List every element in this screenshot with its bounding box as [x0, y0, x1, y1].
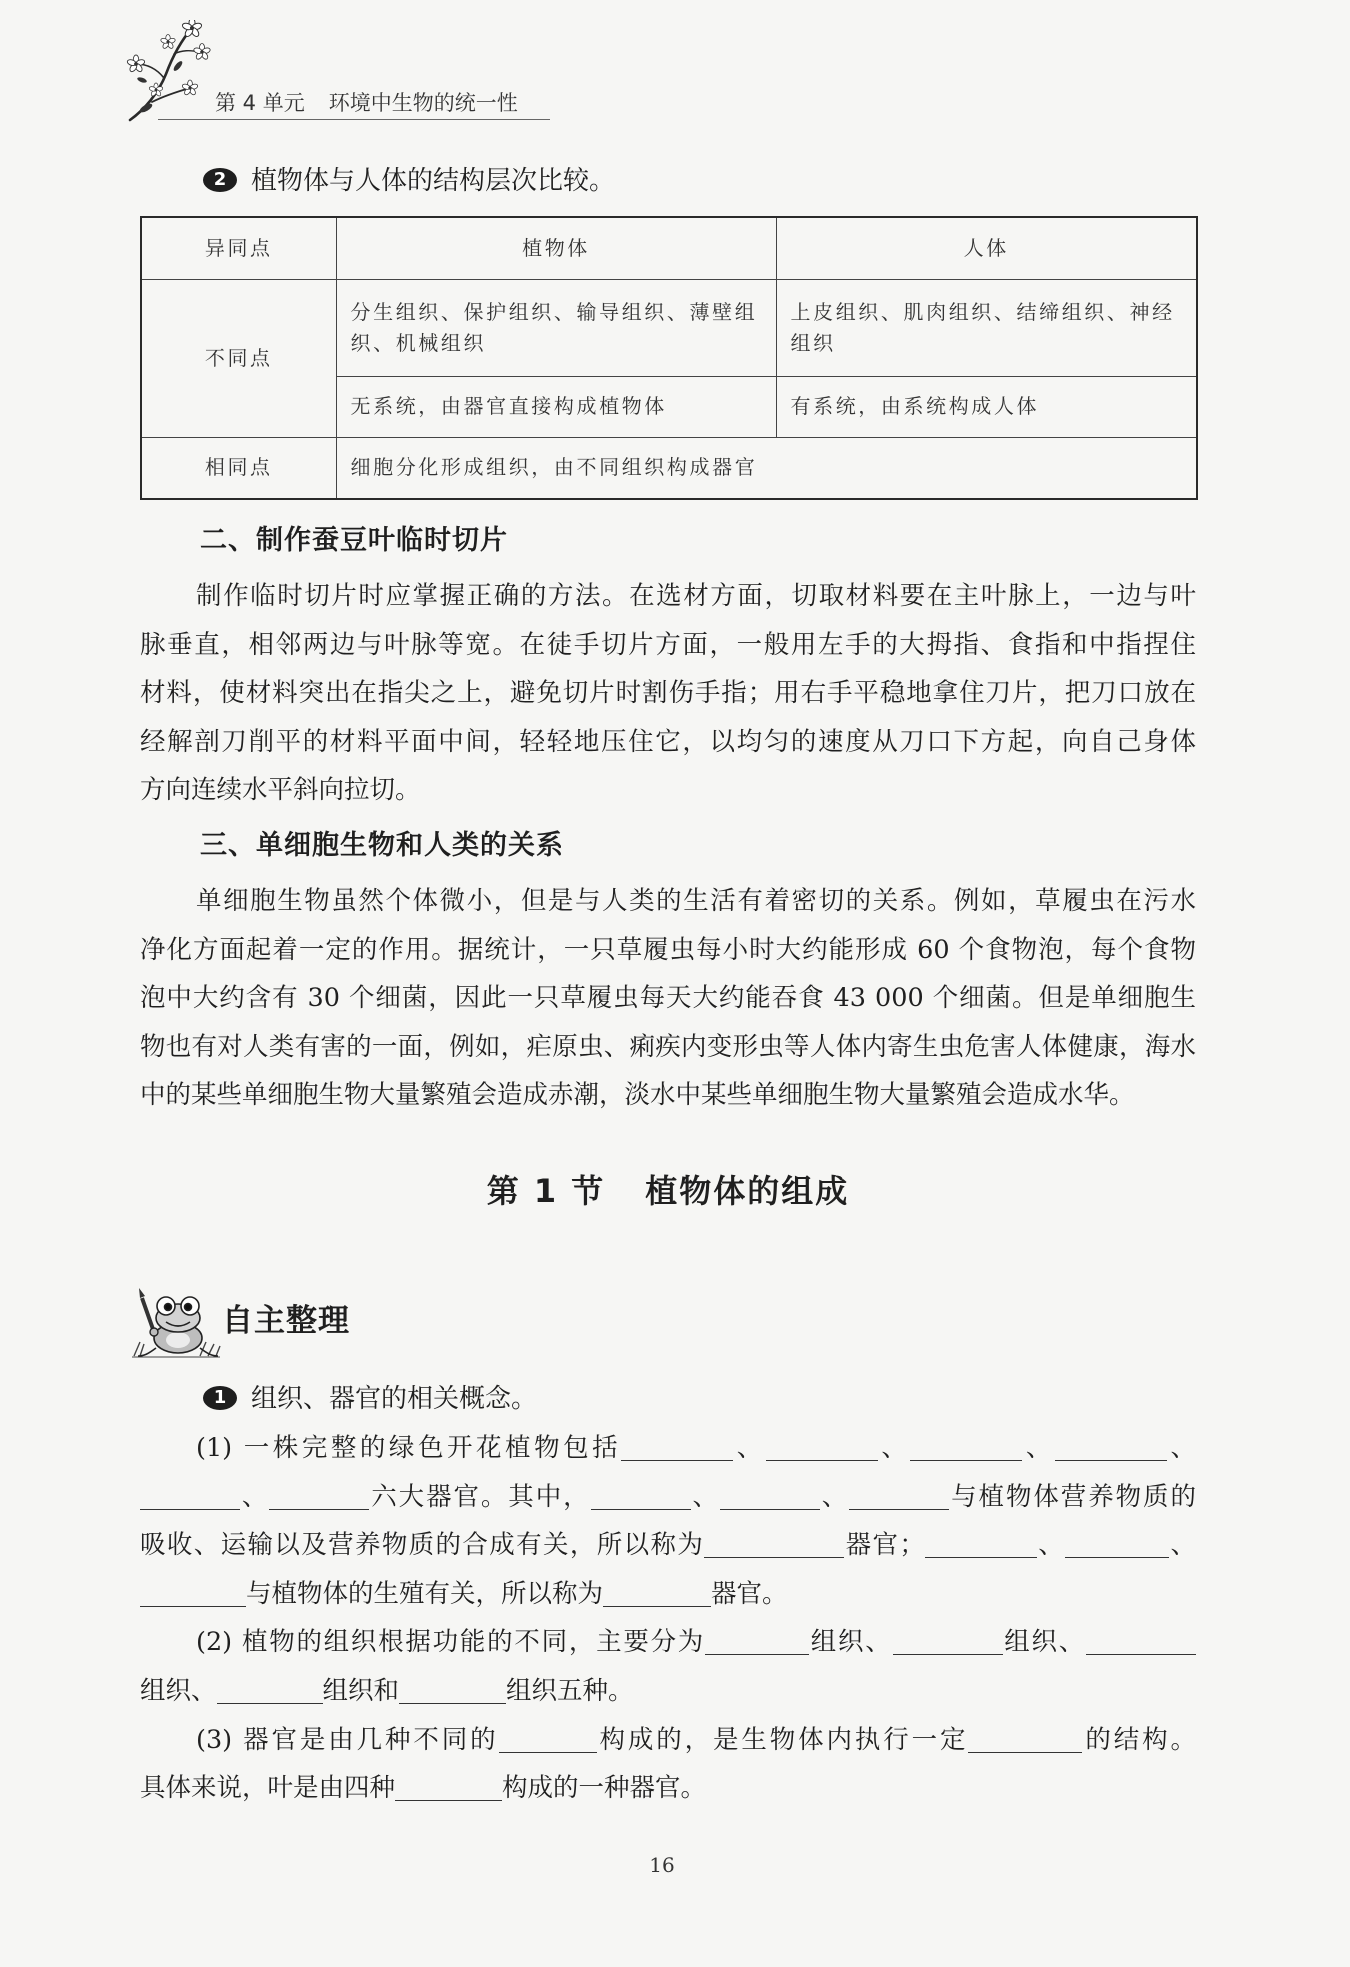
lesson-title: [140, 1166, 1196, 1216]
answer-blank: [621, 1432, 733, 1461]
answer-blank: [140, 1481, 240, 1510]
section-two-heading: 二、制作蚕豆叶临时切片: [200, 525, 508, 556]
answer-blank: [849, 1481, 949, 1510]
header-human: 人体: [776, 217, 1197, 279]
running-header: [215, 88, 518, 118]
flower-branch-decoration-icon: [124, 20, 220, 124]
answer-blank: [1055, 1432, 1167, 1461]
paragraph-line: 中的某些单细胞生物大量繁殖会造成赤潮，淡水中某些单细胞生物大量繁殖会造成水华。: [140, 1080, 1135, 1111]
exercise-line: [140, 1618, 1196, 1667]
human-system-cell: 有系统，由系统构成人体: [776, 376, 1197, 437]
answer-blank: [217, 1675, 323, 1704]
paragraph-line: 净化方面起着一定的作用。据统计，一只草履虫每小时大约能形成 60 个食物泡，每个食物: [140, 934, 1196, 965]
table-header-row: [141, 217, 1197, 279]
exercise-text: 与植物体营养物质的: [949, 1481, 1196, 1512]
paragraph-line: 泡中大约含有 30 个细菌，因此一只草履虫每天大约能吞食 43 000 个细菌。但是单细胞生: [140, 983, 1196, 1014]
answer-blank: [269, 1481, 369, 1510]
unit-title: 环境中生物的统一性: [328, 91, 518, 115]
similarity-cell: 细胞分化形成组织，由不同组织构成器官: [336, 437, 1197, 499]
exercise-text: 、: [819, 1481, 850, 1512]
exercise-text: 、: [1166, 1433, 1196, 1463]
exercise-text: 、: [1022, 1433, 1055, 1463]
answer-blank: [704, 1529, 844, 1558]
table-row: [141, 279, 1197, 376]
header-aspect: 异同点: [141, 217, 336, 279]
paragraph-line: 制作临时切片时应掌握正确的方法。在选材方面，切取材料要在主叶脉上，一边与叶: [196, 581, 1196, 611]
header-plant: 植物体: [336, 217, 776, 279]
table-row: [141, 437, 1197, 499]
header-rule: [158, 119, 550, 120]
answer-blank: [140, 1578, 246, 1607]
section-three-heading: 三、单细胞生物和人类的关系: [200, 830, 564, 861]
comparison-heading: [203, 161, 615, 201]
concepts-exercise: [140, 1424, 1196, 1813]
human-tissues-cell: 上皮组织、肌肉组织、结缔组织、神经组织: [776, 279, 1197, 376]
pencil: [139, 1288, 158, 1336]
exercise-line: [140, 1667, 1196, 1716]
paragraph-line: 单细胞生物虽然个体微小，但是与人类的生活有着密切的关系。例如，草履虫在污水: [196, 886, 1196, 916]
section-three-paragraph: [140, 877, 1196, 1120]
lesson-name: 植物体的组成: [645, 1172, 850, 1210]
comparison-table: [140, 216, 1198, 500]
paragraph-line: 脉垂直，相邻两边与叶脉等宽。在徒手切片方面，一般用左手的大拇指、食指和中指捏住: [140, 629, 1196, 660]
exercise-text: 构成的一种器官。: [502, 1773, 707, 1804]
exercise-text: 吸收、运输以及营养物质的合成有关，所以称为: [140, 1530, 705, 1561]
exercise-text: 、: [877, 1433, 911, 1463]
exercise-text: 与植物体的生殖有关，所以称为: [246, 1578, 604, 1609]
exercise-text: 组织、: [809, 1627, 893, 1658]
blossoms: [127, 20, 211, 97]
answer-blank: [968, 1724, 1082, 1753]
comparison-title: 植物体与人体的结构层次比较。: [251, 166, 616, 196]
frog-mascot-icon: [130, 1282, 222, 1360]
answer-blank: [720, 1481, 820, 1510]
exercise-text: 、: [240, 1481, 270, 1512]
answer-blank: [1086, 1626, 1196, 1655]
exercise-text: 具体来说，叶是由四种: [140, 1773, 396, 1804]
exercise-text: 组织和: [322, 1675, 400, 1706]
answer-blank: [499, 1724, 597, 1753]
exercise-line: [140, 1764, 1196, 1813]
item-number-badge: 2: [203, 168, 237, 192]
exercise-text: 的结构。: [1082, 1724, 1196, 1755]
self-study-label: 自主整理: [222, 1303, 350, 1339]
exercise-text: 组织、: [140, 1675, 217, 1706]
unit-number: 第 4 单元: [215, 91, 305, 115]
exercise-text: 、: [1036, 1530, 1066, 1561]
exercise-text: 六大器官。其中，: [369, 1481, 591, 1512]
answer-blank: [766, 1432, 878, 1461]
lesson-number: 第 1 节: [486, 1172, 606, 1210]
answer-blank: [1065, 1529, 1169, 1558]
answer-blank: [603, 1578, 711, 1607]
exercise-line: [140, 1716, 1196, 1765]
exercise-text: 器官；: [844, 1530, 925, 1561]
concepts-heading: [203, 1379, 537, 1419]
answer-blank: [893, 1626, 1003, 1655]
exercise-text: 、: [733, 1433, 766, 1463]
answer-blank: [925, 1529, 1037, 1558]
exercise-text: 组织、: [1002, 1627, 1086, 1658]
exercise-text: 器官。: [711, 1578, 788, 1609]
answer-blank: [705, 1626, 809, 1655]
page-number: 16: [649, 1853, 675, 1877]
section-two-paragraph: [140, 572, 1196, 815]
concepts-title: 组织、器官的相关概念。: [251, 1384, 538, 1414]
exercise-line: [140, 1570, 1196, 1619]
exercise-line: [140, 1424, 1196, 1473]
exercise-text: 、: [1169, 1530, 1196, 1561]
exercise-line: [140, 1521, 1196, 1570]
paragraph-line: 物也有对人类有害的一面，例如，疟原虫、痢疾内变形虫等人体内寄生虫危害人体健康，海水: [140, 1031, 1196, 1062]
answer-blank: [591, 1481, 691, 1510]
plant-system-cell: 无系统，由器官直接构成植物体: [336, 376, 776, 437]
answer-blank: [399, 1675, 506, 1704]
exercise-text: 组织五种。: [506, 1675, 634, 1706]
answer-blank: [395, 1772, 502, 1801]
difference-label: 不同点: [141, 279, 336, 437]
paragraph-line: 材料，使材料突出在指尖之上，避免切片时割伤手指；用右手平稳地拿住刀片，把刀口放在: [140, 678, 1196, 709]
item-number-badge: 1: [203, 1386, 237, 1410]
paragraph-line: 方向连续水平斜向拉切。: [140, 775, 421, 806]
answer-blank: [910, 1432, 1022, 1461]
exercise-text: (3) 器官是由几种不同的: [196, 1724, 499, 1755]
paragraph-line: 经解剖刀削平的材料平面中间，轻轻地压住它，以均匀的速度从刀口下方起，向自己身体: [140, 726, 1196, 757]
plant-tissues-cell: 分生组织、保护组织、输导组织、薄壁组织、机械组织: [336, 279, 776, 376]
exercise-text: (1) 一株完整的绿色开花植物包括: [196, 1433, 622, 1463]
exercise-line: [140, 1473, 1196, 1522]
exercise-text: (2) 植物的组织根据功能的不同，主要分为: [196, 1627, 706, 1658]
exercise-text: 、: [690, 1481, 720, 1512]
exercise-text: 构成的，是生物体内执行一定: [596, 1724, 969, 1755]
similarity-label: 相同点: [141, 437, 336, 499]
